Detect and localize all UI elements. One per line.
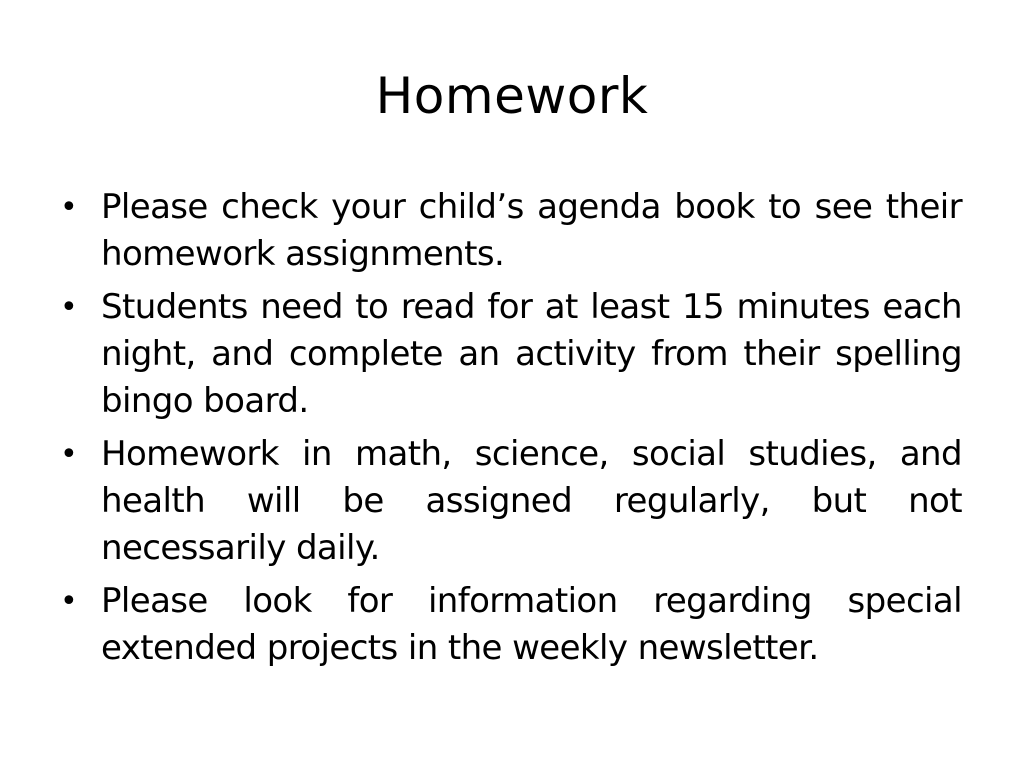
slide-title: Homework — [375, 67, 649, 125]
bullet-item-agenda — [58, 184, 962, 278]
bullet-item-projects — [58, 578, 962, 672]
bullet-dot-icon: • — [60, 584, 78, 619]
bullet-item-subjects — [58, 431, 962, 572]
bullet-text: Please check your child’s agenda book to see their homework assignments. — [101, 187, 962, 274]
bullet-text: Please look for information regarding special extended projects in the weekly newsletter. — [101, 581, 962, 668]
bullet-text: Students need to read for at least 15 minutes each night, and complete an activity from their spelling bingo board. — [101, 287, 962, 421]
bullet-list — [58, 184, 962, 672]
bullet-dot-icon: • — [60, 437, 78, 472]
bullet-dot-icon: • — [60, 290, 78, 325]
bullet-item-reading — [58, 284, 962, 425]
bullet-text: Homework in math, science, social studies, and health will be assigned regularly, but not necessarily daily. — [101, 434, 962, 568]
bullet-dot-icon: • — [60, 190, 78, 225]
